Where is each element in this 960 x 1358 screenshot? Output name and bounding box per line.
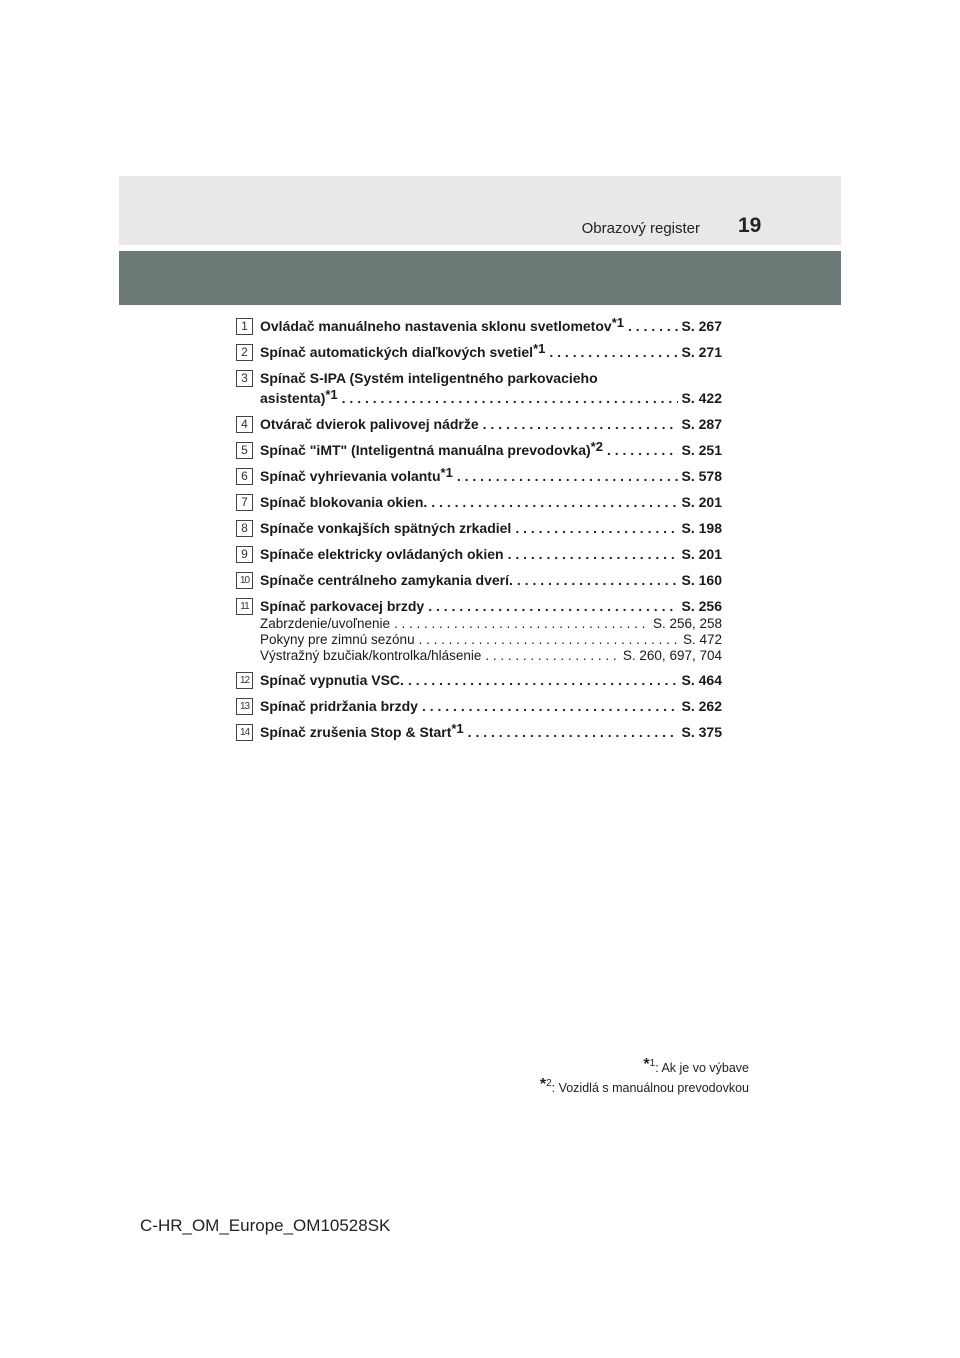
entry-label: asistenta)$^{*1}$ (260, 387, 338, 406)
footnote-marker: *1 (611, 315, 624, 330)
entry-label: Otvárač dvierok palivovej nádrže (260, 416, 479, 432)
item-number-badge: 2 (236, 344, 253, 361)
footnotes (540, 1058, 749, 1098)
entry-label: Spínače vonkajších spätných zrkadiel (260, 520, 512, 536)
page-reference: S. 464 (681, 672, 722, 688)
footnote: *$^1$: Ak je vo výbave (643, 1056, 749, 1075)
item-number-badge: 4 (236, 416, 253, 433)
index-entry (236, 440, 722, 460)
dot-leader (515, 518, 677, 538)
dot-leader (457, 466, 678, 486)
item-number-badge: 1 (236, 318, 253, 335)
section-title: Obrazový register (581, 220, 700, 237)
page-reference: S. 287 (681, 416, 722, 432)
entry-label-line1: Spínač S-IPA (Systém inteligentného parkovacieho (260, 370, 598, 386)
entry-label: Spínače elektricky ovládaných okien (260, 546, 504, 562)
dot-leader (431, 492, 677, 512)
dot-leader (342, 388, 678, 408)
footnote-marker: *1 (325, 387, 338, 402)
index-entry (236, 670, 722, 690)
page-reference: S. 256 (681, 598, 722, 614)
item-number-badge: 9 (236, 546, 253, 563)
header-band (119, 176, 841, 245)
dot-leader (607, 440, 678, 460)
entry-label: Spínač pridržania brzdy (260, 698, 418, 714)
dot-leader (408, 670, 678, 690)
sub-entry-label: Pokyny pre zimnú sezónu (260, 632, 415, 647)
sub-entry-label: Zabrzdenie/uvoľnenie (260, 616, 391, 631)
dot-leader (549, 342, 677, 362)
index-list (236, 316, 722, 742)
page-reference: S. 198 (681, 520, 722, 536)
item-number-badge: 13 (236, 698, 253, 715)
index-entry (236, 544, 722, 564)
section-band (119, 251, 841, 305)
index-entry (236, 518, 722, 538)
footnote-marker: *1 (533, 341, 546, 356)
entry-label: Spínač automatických diaľkových svetiel$^{*1}$ (260, 341, 546, 360)
entry-label: Ovládač manuálneho nastavenia sklonu svetlometov$^{*1}$ (260, 315, 624, 334)
page-reference: S. 201 (681, 494, 722, 510)
page-reference: S. 256, 258 (652, 616, 722, 631)
footnote: *$^2$: Vozidlá s manuálnou prevodovkou (539, 1076, 749, 1095)
entry-label: Spínač vypnutia VSC. (260, 672, 404, 688)
dot-leader (508, 544, 678, 564)
page-reference: S. 578 (681, 468, 722, 484)
index-entry (236, 316, 722, 336)
dot-leader (422, 696, 678, 716)
item-number-badge: 8 (236, 520, 253, 537)
dot-leader (428, 596, 677, 616)
sub-entry-label: Výstražný bzučiak/kontrolka/hlásenie (260, 648, 482, 663)
page-reference: S. 267 (681, 318, 722, 334)
dot-leader (468, 722, 678, 742)
dot-leader (485, 648, 619, 664)
sub-entry (260, 616, 722, 632)
item-number-badge: 3 (236, 370, 253, 387)
entry-label: Spínač "iMT" (Inteligentná manuálna prevodovka)$^{*2}$ (260, 439, 603, 458)
index-entry (236, 342, 722, 362)
entry-label: Spínač parkovacej brzdy (260, 598, 425, 614)
document-code: C-HR_OM_Europe_OM10528SK (140, 1216, 391, 1235)
item-number-badge: 12 (236, 672, 253, 689)
footnote-marker: *1 (440, 465, 453, 480)
entry-label: Spínač vyhrievania volantu$^{*1}$ (260, 465, 453, 484)
sub-entry (260, 632, 722, 648)
page-reference: S. 472 (682, 632, 722, 647)
index-entry (236, 696, 722, 716)
index-entry (236, 466, 722, 486)
item-number-badge: 11 (236, 598, 253, 615)
page-number: 19 (738, 214, 762, 237)
index-entry (236, 570, 722, 590)
page-reference: S. 160 (681, 572, 722, 588)
dot-leader (517, 570, 678, 590)
entry-label: Spínač blokovania okien. (260, 494, 428, 510)
page-reference: S. 422 (681, 390, 722, 406)
index-entry (236, 596, 722, 664)
index-entry (236, 368, 722, 408)
footnote-marker: *2 (590, 439, 603, 454)
dot-leader (419, 632, 679, 648)
dot-leader (628, 316, 678, 336)
item-number-badge: 5 (236, 442, 253, 459)
index-entry (236, 492, 722, 512)
sub-entry (260, 648, 722, 664)
page-reference: S. 201 (681, 546, 722, 562)
index-entry (236, 414, 722, 434)
page-reference: S. 262 (681, 698, 722, 714)
footnote-marker: *1 (451, 721, 464, 736)
dot-leader (394, 616, 649, 632)
page-reference: S. 271 (681, 344, 722, 360)
entry-label: Spínače centrálneho zamykania dverí. (260, 572, 513, 588)
item-number-badge: 14 (236, 724, 253, 741)
page-reference: S. 260, 697, 704 (622, 648, 722, 663)
index-entry (236, 722, 722, 742)
item-number-badge: 10 (236, 572, 253, 589)
item-number-badge: 7 (236, 494, 253, 511)
page-reference: S. 251 (681, 442, 722, 458)
entry-label: Spínač zrušenia Stop & Start$^{*1}$ (260, 721, 464, 740)
page-reference: S. 375 (681, 724, 722, 740)
item-number-badge: 6 (236, 468, 253, 485)
dot-leader (483, 414, 678, 434)
